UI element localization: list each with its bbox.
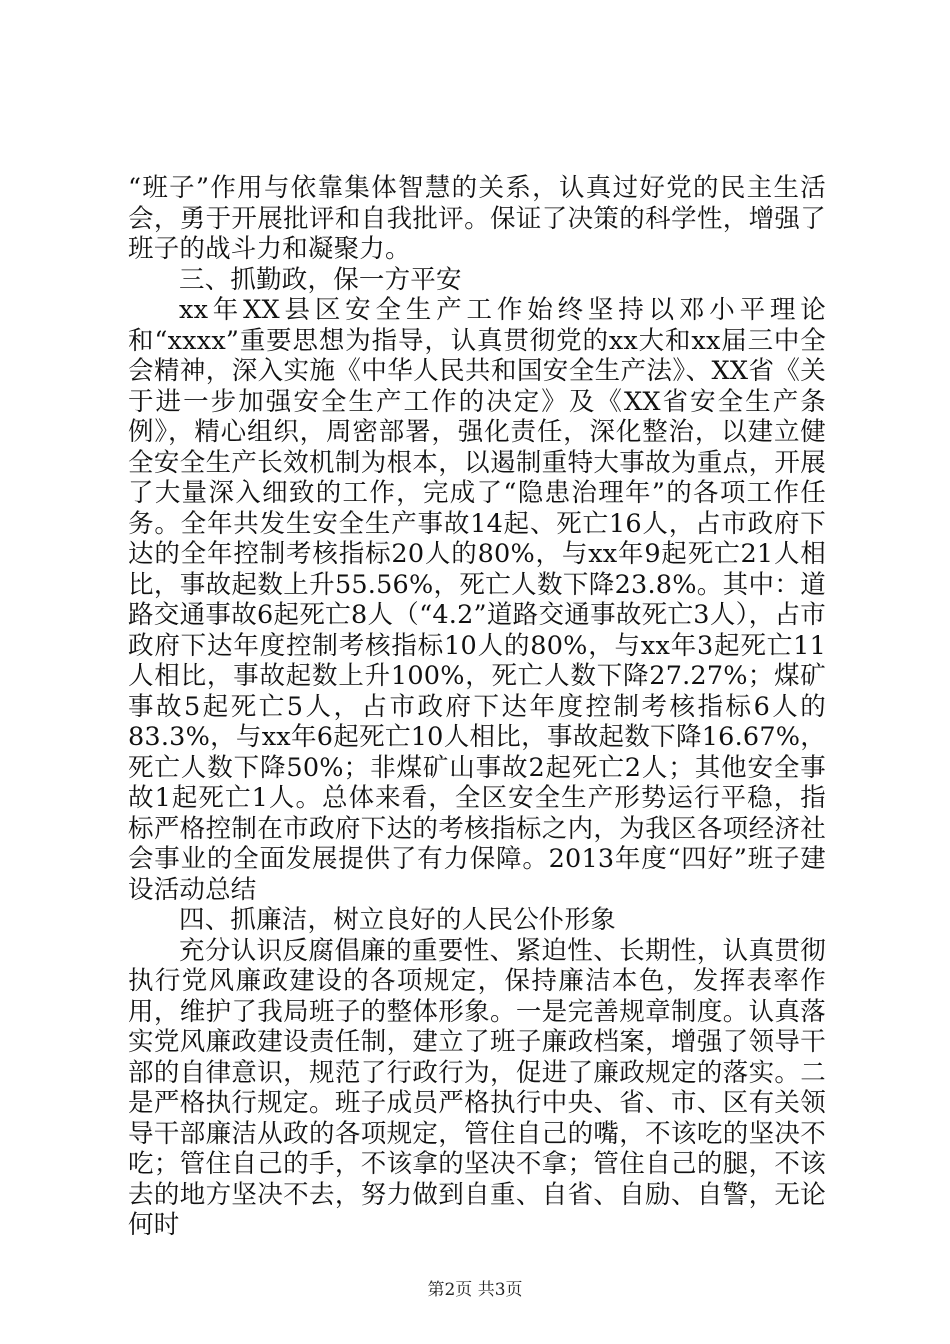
page-footer — [0, 1275, 950, 1300]
document-body — [128, 173, 826, 1241]
paragraph-anti-corruption: 充分认识反腐倡廉的重要性、紧迫性、长期性，认真贯彻执行党风廉政建设的各项规定，保持廉洁本色，发挥表率作用，维护了我局班子的整体形象。一是完善规章制度。认真落实党风廉政建设责任制，建立了班子廉政档案，增强了领导干部的自律意识，规范了行政行为，促进了廉政规定的落实。二是严格执行规定。班子成员严格执行中央、省、市、区有关领导干部廉洁从政的各项规定，管住自己的嘴，不该吃的坚决不吃；管住自己的手，不该拿的坚决不拿；管住自己的腿，不该去的地方坚决不去，努力做到自重、自省、自励、自警，无论何时 — [128, 935, 826, 1240]
paragraph-safety-production: xx年XX县区安全生产工作始终坚持以邓小平理论和“xxxx”重要思想为指导，认真贯彻党的xx大和xx届三中全会精神，深入实施《中华人民共和国安全生产法》、XX省《关于进一步加强安全生产工作的决定》及《XX省安全生产条例》，精心组织，周密部署，强化责任，深化整治，以建立健全安全生产长效机制为根本，以遏制重特大事故为重点，开展了大量深入细致的工作，完成了“隐患治理年”的各项工作任务。全年共发生安全生产事故14起、死亡16人，占市政府下达的全年控制考核指标20人的80%，与xx年9起死亡21人相比，事故起数上升55.56%，死亡人数下降23.8%。其中：道路交通事故6起死亡8人（“4.2”道路交通事故死亡3人），占市政府下达年度控制考核指标10人的80%，与xx年3起死亡11人相比，事故起数上升100%，死亡人数下降27.27%；煤矿事故5起死亡5人，占市政府下达年度控制考核指标6人的83.3%，与xx年6起死亡10人相比，事故起数下降16.67%，死亡人数下降50%；非煤矿山事故2起死亡2人；其他安全事故1起死亡1人。总体来看，全区安全生产形势运行平稳，指标严格控制在市政府下达的考核指标之内，为我区各项经济社会事业的全面发展提供了有力保障。2013年度“四好”班子建设活动总结 — [128, 295, 826, 905]
paragraph-continuation: “班子”作用与依靠集体智慧的关系，认真过好党的民主生活会，勇于开展批评和自我批评。保证了决策的科学性，增强了班子的战斗力和凝聚力。 — [128, 173, 826, 264]
page-number-label: 第2页 共3页 — [427, 1280, 523, 1300]
section-heading-three: 三、抓勤政，保一方平安 — [179, 264, 462, 295]
section-heading-four: 四、抓廉洁，树立良好的人民公仆形象 — [179, 905, 616, 935]
